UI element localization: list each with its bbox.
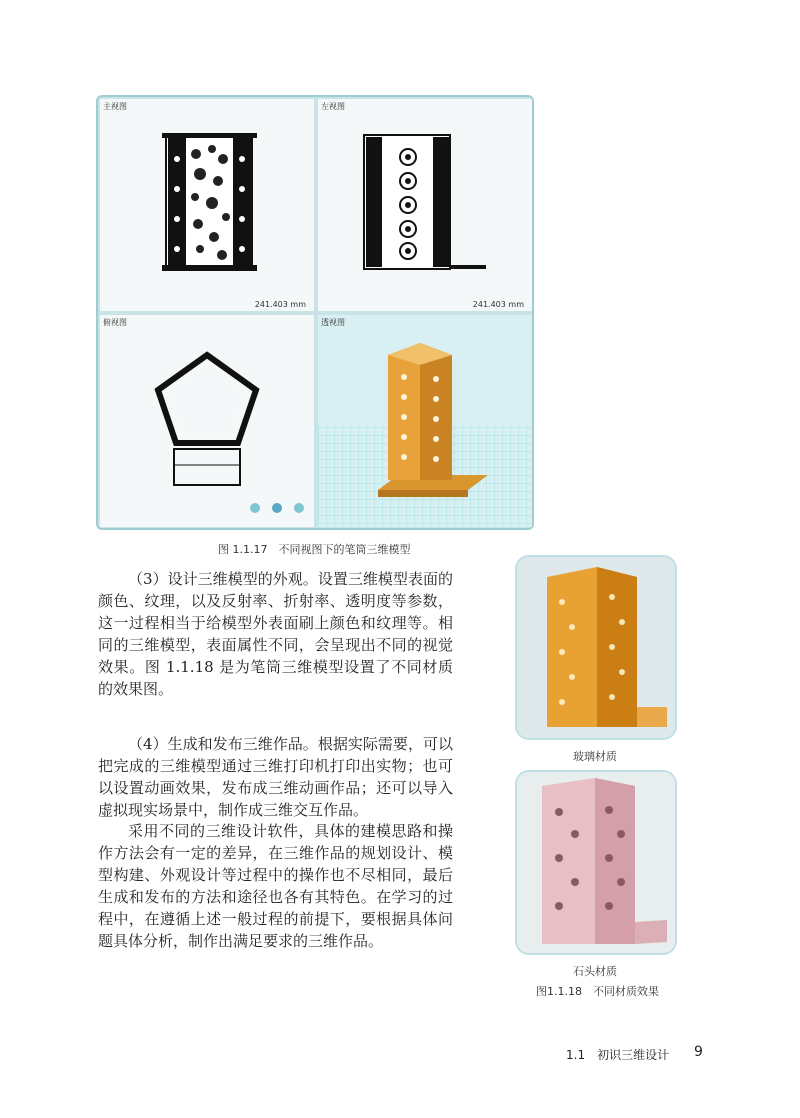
front-view-drawing [100, 99, 314, 311]
rotate-left-icon[interactable] [250, 503, 260, 513]
top-view-drawing [100, 315, 314, 527]
perspective-grid [318, 315, 532, 527]
side-figure-caption: 图1.1.18 不同材质效果 [536, 985, 659, 998]
top-view-label: 俯视图 [103, 318, 127, 327]
home-view-icon[interactable] [272, 503, 282, 513]
view-nav-controls [250, 503, 304, 513]
rotate-right-icon[interactable] [294, 503, 304, 513]
figure-top-caption: 图 1.1.17 不同视图下的笔筒三维模型 [218, 543, 411, 556]
stone-material-label: 石头材质 [573, 965, 617, 978]
glass-material-label: 玻璃材质 [573, 750, 617, 763]
left-view-label: 左视图 [321, 102, 345, 111]
stone-material-image [515, 770, 677, 955]
top-view-pane [100, 315, 314, 527]
stone-pen-holder-render [517, 772, 677, 955]
glass-pen-holder-render [517, 557, 677, 740]
perspective-view-label: 透视图 [321, 318, 345, 327]
glass-material-image [515, 555, 677, 740]
left-view-scale: 241.403 mm [472, 300, 524, 309]
left-view-drawing [318, 99, 532, 311]
perspective-view-pane [318, 315, 532, 527]
front-view-pane [100, 99, 314, 311]
page-number: 9 [694, 1044, 703, 1060]
footer-section-title: 1.1 初识三维设计 [566, 1048, 670, 1062]
paragraph-publish: （4）生成和发布三维作品。根据实际需要，可以把完成的三维模型通过三维打印机打印出实物；也可以设置动画效果，发布成三维动画作品；还可以导入虚拟现实场景中，制作成三维交互作品。 [98, 735, 453, 819]
front-view-label: 主视图 [103, 102, 127, 111]
three-view-figure [96, 95, 534, 530]
left-view-pane [318, 99, 532, 311]
paragraph-appearance: （3）设计三维模型的外观。设置三维模型表面的颜色、纹理，以及反射率、折射率、透明度等参数，这一过程相当于给模型外表面刷上颜色和纹理等。相同的三维模型，表面属性不同，会呈现出不同的视觉效果。图 1.1.18 是为笔筒三维模型设置了不同材质的效果图。 [98, 570, 453, 698]
paragraph-software: 采用不同的三维设计软件，具体的建模思路和操作方法会有一定的差异，在三维作品的规划设计、模型构建、外观设计等过程中的操作也不尽相同，最后生成和发布的方法和途径也各有其特色。在学习的过程中，在遵循上述一般过程的前提下，要根据具体问题具体分析，制作出满足要求的三维作品。 [98, 822, 453, 950]
front-view-scale: 241.403 mm [254, 300, 306, 309]
